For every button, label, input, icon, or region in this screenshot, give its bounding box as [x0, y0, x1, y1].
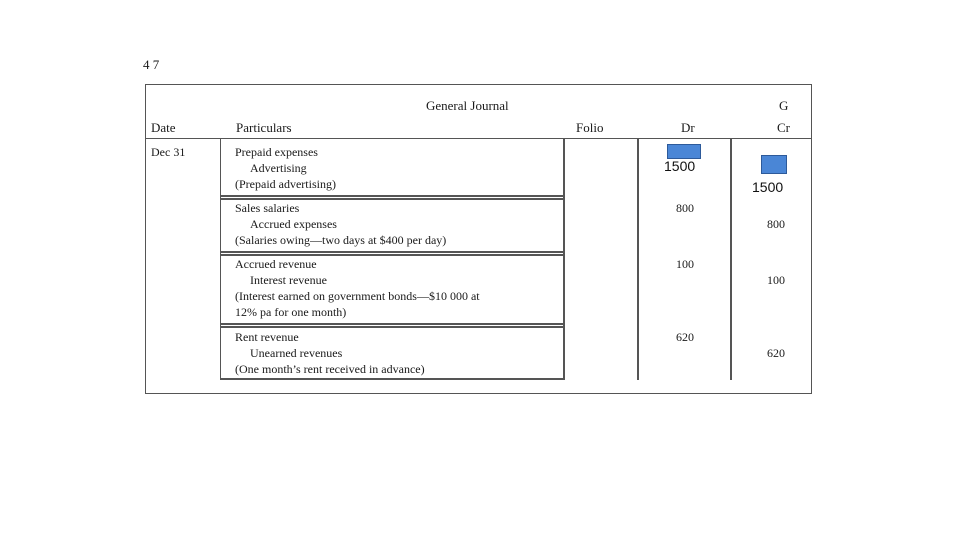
- entry-4-narration: (One month’s rent received in advance): [235, 362, 425, 376]
- journal-title: General Journal: [426, 98, 509, 113]
- entry-separator: [220, 326, 564, 328]
- entry-2-narration: (Salaries owing—two days at $400 per day): [235, 233, 447, 247]
- entry-3-credit-account: Interest revenue: [250, 273, 327, 287]
- entry-3-cr-amount: 100: [767, 273, 785, 287]
- cr-highlight-box: [761, 155, 787, 174]
- particulars-column-divider: [563, 138, 565, 380]
- entry-separator: [220, 195, 564, 197]
- page-label: 4 7: [143, 57, 160, 72]
- header-divider: [145, 138, 812, 139]
- header-dr: Dr: [681, 120, 695, 135]
- entry-4-credit-account: Unearned revenues: [250, 346, 343, 360]
- entry-1-credit-account: Advertising: [250, 161, 307, 175]
- entry-1-cr-amount: 1500: [752, 179, 784, 195]
- entry-1-dr-amount: 1500: [664, 158, 696, 174]
- entry-2-debit-account: Sales salaries: [235, 201, 300, 215]
- entry-separator: [220, 251, 564, 253]
- entry-4-cr-amount: 620: [767, 346, 785, 360]
- entry-3-narration-cont: 12% pa for one month): [235, 305, 347, 319]
- entry-separator: [220, 198, 564, 200]
- entry-separator: [220, 378, 564, 380]
- entry-4-dr-amount: 620: [676, 330, 694, 344]
- header-cr: Cr: [777, 120, 790, 135]
- entry-separator: [220, 323, 564, 325]
- entry-2-credit-account: Accrued expenses: [250, 217, 337, 231]
- header-particulars: Particulars: [236, 120, 292, 135]
- entry-3-narration: (Interest earned on government bonds—$10 000 at: [235, 289, 480, 303]
- entry-1-narration: (Prepaid advertising): [235, 177, 336, 191]
- entry-date: Dec 31: [151, 145, 186, 159]
- entry-4-debit-account: Rent revenue: [235, 330, 299, 344]
- entry-3-dr-amount: 100: [676, 257, 694, 271]
- header-date: Date: [151, 120, 176, 135]
- folio-column-divider: [637, 138, 639, 380]
- dr-highlight-box: [667, 144, 701, 159]
- journal-corner-label: G: [779, 98, 789, 113]
- date-column-divider: [220, 138, 221, 380]
- dr-column-divider: [730, 138, 732, 380]
- entry-separator: [220, 254, 564, 256]
- entry-2-cr-amount: 800: [767, 217, 785, 231]
- entry-2-dr-amount: 800: [676, 201, 694, 215]
- entry-3-debit-account: Accrued revenue: [235, 257, 317, 271]
- header-folio: Folio: [576, 120, 604, 135]
- entry-1-debit-account: Prepaid expenses: [235, 145, 318, 159]
